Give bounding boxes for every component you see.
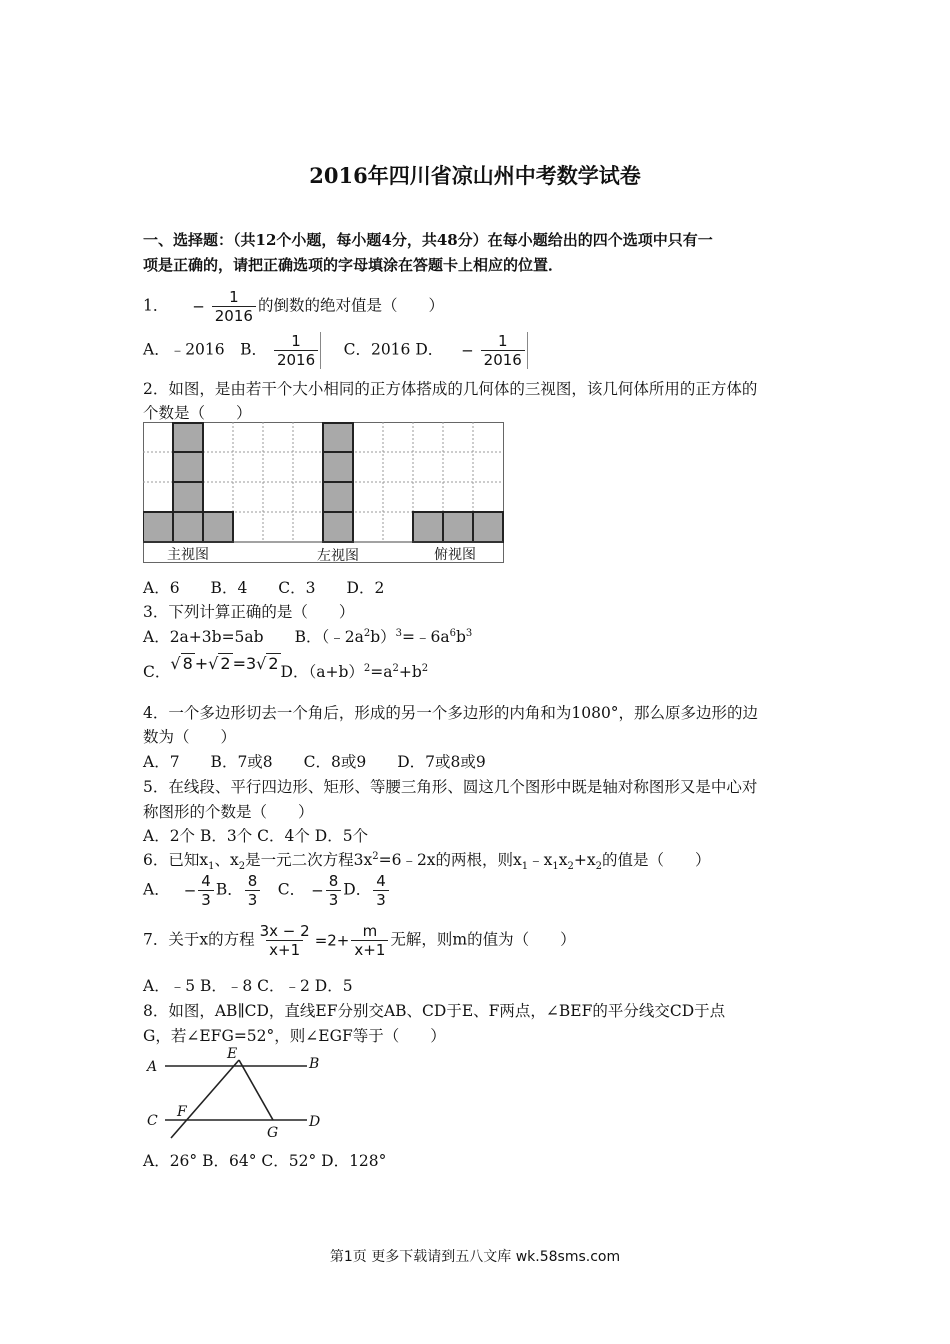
question-2-line1: 2．如图，是由若干个大小相同的正方体搭成的几何体的三视图，该几何体所用的正方体的 bbox=[143, 380, 758, 398]
minus-sign: − bbox=[461, 341, 474, 360]
option-b-fraction: $\frac{1}{2016}$ bbox=[274, 332, 321, 369]
question-4-line2: 数为（ ） bbox=[143, 728, 237, 746]
left-view-square bbox=[323, 512, 353, 542]
label-d: D bbox=[309, 1114, 321, 1130]
question-7-stem: 7．关于x的方程 $\frac{3x - 2}{x+1}$ =2+ $\frac{m}{x+1}$ 无解，则m的值为（ ） bbox=[143, 922, 576, 959]
left-view-square bbox=[323, 452, 353, 482]
top-view-label: 俯视图 bbox=[434, 547, 476, 563]
option-a-b: A．﹣2016 B． bbox=[143, 340, 268, 359]
question-8-line1: 8．如图，AB∥CD，直线EF分别交AB、CD于E、F两点，∠BEF的平分线交CD于点 bbox=[143, 1002, 726, 1020]
page-footer: 第1页 更多下载请到五八文库 wk.58sms.com bbox=[329, 1249, 621, 1265]
question-7-options: A．﹣5 B．﹣8 C．﹣2 D．5 bbox=[143, 977, 353, 995]
question-8-options: A．26° B．64° C．52° D．128° bbox=[143, 1152, 387, 1170]
question-6-options: A． − $\frac{4}{3}$ B． $\frac{8}{3}$ C． − $\frac{8}{3}$ D． $\frac{4}{3}$ bbox=[143, 872, 391, 909]
question-5-line2: 称图形的个数是（ ） bbox=[143, 803, 314, 821]
left-view-label: 左视图 bbox=[317, 548, 359, 564]
question-2-options: A．6 B．4 C．3 D．2 bbox=[143, 579, 385, 597]
top-view-square bbox=[473, 512, 503, 542]
question-1-options bbox=[143, 332, 530, 369]
question-5-line1: 5．在线段、平行四边形、矩形、等腰三角形、圆这几个图形中既是轴对称图形又是中心对 bbox=[143, 778, 758, 796]
fraction-m-over-x-1: $\frac{m}{x+1}$ bbox=[351, 922, 388, 959]
question-3-options-cd: C．√ 8 +√ 2 =3√ 2 D．$(a+b)^2=a^2+b^2$ bbox=[143, 654, 429, 681]
front-view-square bbox=[203, 512, 233, 542]
fraction-1-over-2016: $\frac{1}{2016}$ bbox=[212, 288, 256, 325]
label-b: B bbox=[309, 1056, 320, 1072]
left-view-square bbox=[323, 423, 353, 452]
question-3-options-ab: A．2a+3b=5ab B．$(﹣2a^2b)^3=﹣6a^6b^3$ bbox=[143, 627, 473, 646]
question-1-text: 的倒数的绝对值是（ ） bbox=[257, 296, 444, 315]
front-view-square bbox=[173, 482, 203, 512]
option-d-fraction: $\frac{1}{2016}$ bbox=[481, 332, 528, 369]
line-ef bbox=[171, 1060, 239, 1138]
label-e: E bbox=[227, 1046, 238, 1062]
option-b-fraction: $\frac{8}{3}$ bbox=[245, 872, 261, 909]
label-c: C bbox=[147, 1113, 158, 1129]
sqrt-8: √ 8 bbox=[170, 654, 193, 673]
option-d-fraction: $\frac{4}{3}$ bbox=[373, 872, 389, 909]
front-view-square bbox=[173, 452, 203, 482]
question-6-stem: 6．已知$x_1$、$x_2$是一元二次方程$3x^2=6﹣2x$的两根，则$x_1﹣x_1x_2+x_2$的值是（ ） bbox=[143, 850, 711, 873]
minus-sign: − bbox=[192, 297, 205, 316]
question-4-options: A．7 B．7或8 C．8或9 D．7或8或9 bbox=[143, 753, 486, 771]
bisector-eg bbox=[239, 1060, 273, 1120]
page-title: 2016年四川省凉山州中考数学试卷 bbox=[309, 163, 641, 188]
option-a-fraction: $\frac{4}{3}$ bbox=[198, 872, 214, 909]
question-number: 1． bbox=[143, 296, 169, 315]
front-view-square bbox=[173, 512, 203, 542]
question-3-stem: 3．下列计算正确的是（ ） bbox=[143, 603, 355, 621]
label-f: F bbox=[177, 1104, 187, 1120]
option-c-d: C．2016 D． bbox=[328, 340, 444, 359]
top-view-square bbox=[443, 512, 473, 542]
section-heading-line2: 项是正确的，请把正确选项的字母填涂在答题卡上相应的位置． bbox=[143, 256, 564, 274]
question-4-line1: 4．一个多边形切去一个角后，形成的另一个多边形的内角和为1080°，那么原多边形的边 bbox=[143, 704, 759, 722]
parallel-lines-figure bbox=[143, 1046, 323, 1141]
fraction-3x-2-over-x-1: $\frac{3x - 2}{x+1}$ bbox=[259, 922, 310, 959]
top-view-square bbox=[413, 512, 443, 542]
left-view-square bbox=[323, 482, 353, 512]
front-view-square bbox=[143, 512, 173, 542]
three-view-figure bbox=[143, 422, 505, 564]
question-8-line2: G，若∠EFG=52°，则∠EGF等于（ ） bbox=[143, 1027, 446, 1045]
front-view-label: 主视图 bbox=[167, 547, 209, 563]
sqrt-2: √ 2 bbox=[256, 654, 279, 673]
question-5-options: A．2个 B．3个 C．4个 D．5个 bbox=[143, 827, 369, 845]
option-c-fraction: $\frac{8}{3}$ bbox=[326, 872, 342, 909]
question-2-line2: 个数是（ ） bbox=[143, 404, 252, 422]
front-view-square bbox=[173, 423, 203, 452]
question-1 bbox=[143, 288, 444, 325]
label-g: G bbox=[267, 1125, 279, 1141]
sqrt-2: √ 2 bbox=[208, 654, 231, 673]
label-a: A bbox=[147, 1059, 158, 1075]
section-heading-line1: 一、选择题：（共12个小题，每小题4分，共48分）在每小题给出的四个选项中只有一 bbox=[143, 231, 713, 249]
